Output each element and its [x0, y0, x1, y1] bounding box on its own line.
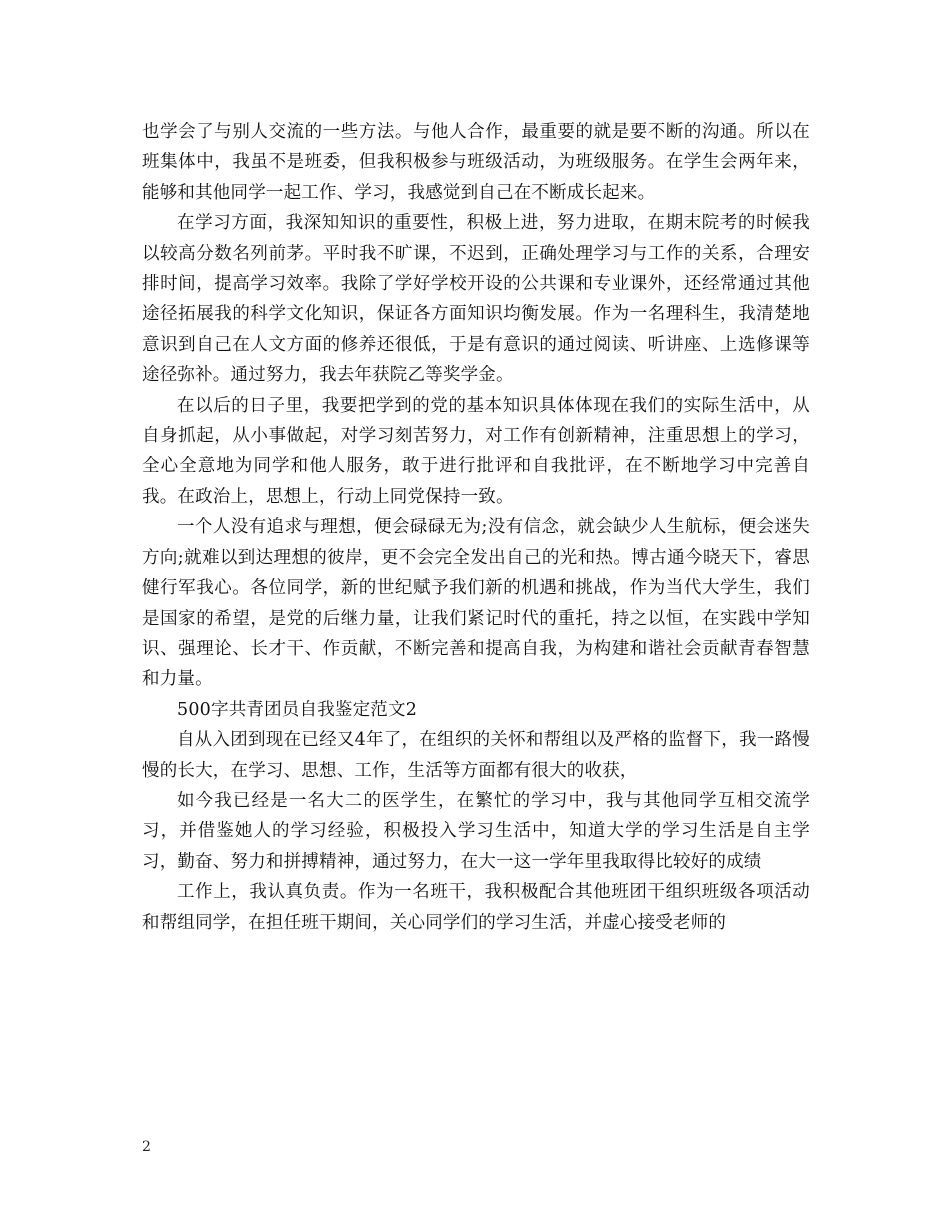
paragraph-6: 如今我已经是一名大二的医学生，在繁忙的学习中，我与其他同学互相交流学习，并借鉴她人的学习经验，积极投入学习生活中，知道大学的学习生活是自主学习，勤奋、努力和拼搏精神，通过努力，在大一这一学年里我取得比较好的成绩 — [142, 790, 810, 872]
page-number: 2 — [142, 1139, 151, 1155]
paragraph-2: 在学习方面，我深知知识的重要性，积极上进，努力进取，在期末院考的时候我以较高分数名列前茅。平时我不旷课，不迟到，正确处理学习与工作的关系，合理安排时间，提高学习效率。我除了学好学校开设的公共课和专业课外，还经常通过其他途径拓展我的科学文化知识，保证各方面知识均衡发展。作为一名理科生，我清楚地意识到自己在人文方面的修养还很低，于是有意识的通过阅读、听讲座、上选修课等途径弥补。通过努力，我去年获院乙等奖学金。 — [142, 213, 810, 386]
paragraph-5: 自从入团到现在已经又4年了，在组织的关怀和帮组以及严格的监督下，我一路慢慢的长大，在学习、思想、工作，生活等方面都有很大的收获， — [142, 730, 810, 781]
paragraph-3: 在以后的日子里，我要把学到的党的基本知识具体体现在我们的实际生活中，从自身抓起，从小事做起，对学习刻苦努力，对工作有创新精神，注重思想上的学习，全心全意地为同学和他人服务，敢于进行批评和自我批评，在不断地学习中完善自我。在政治上，思想上，行动上同党保持一致。 — [142, 395, 810, 507]
document-body — [142, 117, 810, 938]
paragraph-7: 工作上，我认真负责。作为一名班干，我积极配合其他班团干组织班级各项活动和帮组同学，在担任班干期间，关心同学们的学习生活，并虚心接受老师的 — [142, 882, 810, 933]
paragraph-4: 一个人没有追求与理想，便会碌碌无为;没有信念，就会缺少人生航标，便会迷失方向;就难以到达理想的彼岸，更不会完全发出自己的光和热。博古通今晓天下，睿思健行军我心。各位同学，新的世纪赋予我们新的机遇和挑战，作为当代大学生，我们是国家的希望，是党的后继力量，让我们紧记时代的重托，持之以恒，在实践中学知识、强理论、长才干、作贡献，不断完善和提高自我，为构建和谐社会贡献青春智慧和力量。 — [142, 517, 810, 690]
paragraph-1: 也学会了与别人交流的一些方法。与他人合作，最重要的就是要不断的沟通。所以在班集体中，我虽不是班委，但我积极参与班级活动，为班级服务。在学生会两年来，能够和其他同学一起工作、学习，我感觉到自己在不断成长起来。 — [142, 122, 810, 203]
section-heading: 500字共青团员自我鉴定范文2 — [177, 699, 418, 720]
